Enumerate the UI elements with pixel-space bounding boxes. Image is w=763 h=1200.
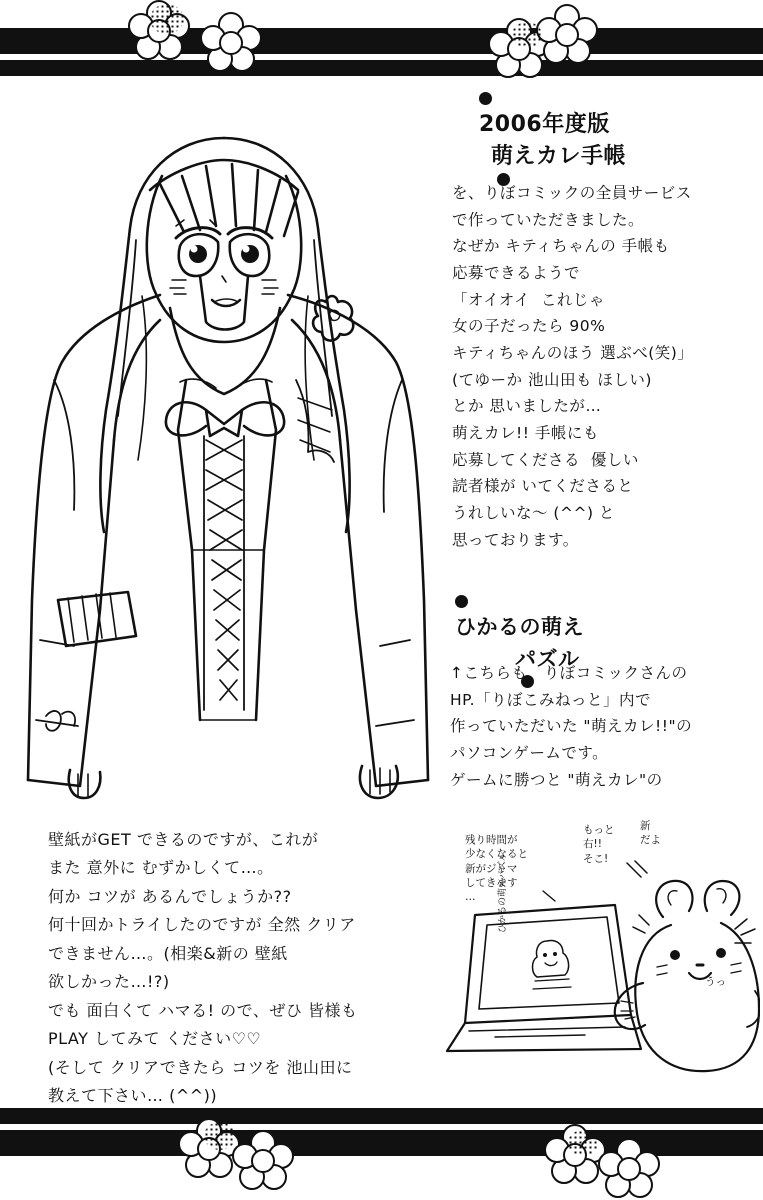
body-line: PLAY してみて ください♡♡ (48, 1029, 262, 1049)
girl-illustration (10, 80, 440, 810)
section1-body (452, 180, 757, 553)
body-line: 作っていただいた "萌えカレ!!"の (450, 717, 693, 736)
body-line: (てゆーか 池山田も ほしい) (452, 370, 652, 389)
section1-title-line2: 萌えカレ手帳 (491, 143, 627, 169)
body-line: 何十回かトライしたのですが 全然 クリア (48, 915, 356, 935)
section1-title (455, 92, 755, 190)
body-line: うれしいな〜 (^^) と (452, 503, 615, 522)
caption-line: 右!! (583, 838, 602, 851)
body-line: とか 思いましたが… (452, 397, 602, 416)
body-line: できません…。(相楽&新の 壁紙 (48, 943, 288, 963)
body-line: 欲しかった…!?) (48, 972, 170, 992)
body-line: を、りぼコミックの全員サービス (452, 184, 692, 202)
body-line: 萌えカレ!! 手帳にも (452, 423, 599, 442)
body-line: 壁紙がGET できるのですが、これが (48, 830, 319, 849)
halftone-dot-blob (150, 4, 184, 34)
body-line: で作っていただきました。 (452, 210, 645, 229)
body-line: HP.「りぼこみねっと」内で (450, 690, 652, 709)
body-line: キティちゃんのほう 選ぶべ(笑)」 (452, 343, 694, 362)
section3-body (48, 826, 468, 1111)
body-line: また 意外に むずかしくて…。 (48, 858, 274, 878)
caption-line: そこ! (583, 852, 609, 865)
caption-line: もっと (583, 824, 615, 837)
caption-line: 少なくなると (465, 848, 529, 861)
caption-line: してきます (465, 876, 518, 889)
caption-line: 新がジャマ (465, 862, 518, 875)
halftone-dot-blob (568, 1130, 598, 1156)
body-line: 応募してくださる 優しい (452, 450, 639, 469)
body-line: 読者様が いてくださると (452, 477, 634, 496)
body-line: 「オイオイ これじゃ (452, 290, 605, 309)
bear-caption-top (563, 809, 615, 880)
body-line: パソコンゲームです。 (450, 743, 609, 762)
caption-line: 新 (640, 820, 651, 833)
body-line: 何か コツが あるんでしょうか?? (48, 886, 292, 906)
bear-caption-left (445, 819, 528, 918)
top-band-thick (0, 28, 763, 54)
body-line: 思っております。 (452, 530, 579, 549)
caption-line: … (465, 890, 476, 903)
body-line: ↑こちらも りぼコミックさんの (450, 664, 688, 682)
bear-caption-right (620, 805, 661, 862)
caption-line: だよ (640, 834, 662, 847)
body-line: 応募できるようで (452, 263, 581, 282)
body-line: 女の子だったら 90% (452, 317, 606, 336)
caption-line: 残り時間が (465, 834, 518, 847)
body-line: でも 面白くて ハマる! ので、ぜひ 皆様も (48, 1000, 358, 1020)
halftone-dot-blob (204, 1122, 236, 1150)
bear-sound-effect: うっ (705, 976, 726, 988)
body-line: なぜか キティちゃんの 手帳も (452, 237, 670, 256)
body-line: (そして クリアできたら コツを 池山田に (48, 1057, 353, 1077)
daisy-flower-icon (200, 12, 258, 70)
section2-title-line2: パズル (515, 646, 580, 671)
body-line: ゲームに勝つと "萌えカレ"の (450, 770, 663, 789)
halftone-dot-blob (512, 22, 542, 48)
daisy-flower-icon (232, 1130, 290, 1188)
body-line: 教えて下さい… (^^)) (48, 1086, 218, 1106)
bullet-dot-icon (455, 595, 468, 608)
section1-title-line1: 2006年度版 (479, 112, 610, 137)
section2-title-line1: ひかるの萌え (455, 615, 584, 639)
laptop-screen-label: ひかるの萌えパズル (498, 851, 508, 933)
section2-body (450, 660, 760, 793)
daisy-flower-icon (536, 4, 594, 62)
daisy-flower-icon (598, 1138, 656, 1196)
bear-laptop-illustration (435, 805, 760, 1105)
bullet-dot-icon (479, 92, 492, 105)
top-band-thin (0, 60, 763, 76)
bottom-band-thin (0, 1108, 763, 1124)
